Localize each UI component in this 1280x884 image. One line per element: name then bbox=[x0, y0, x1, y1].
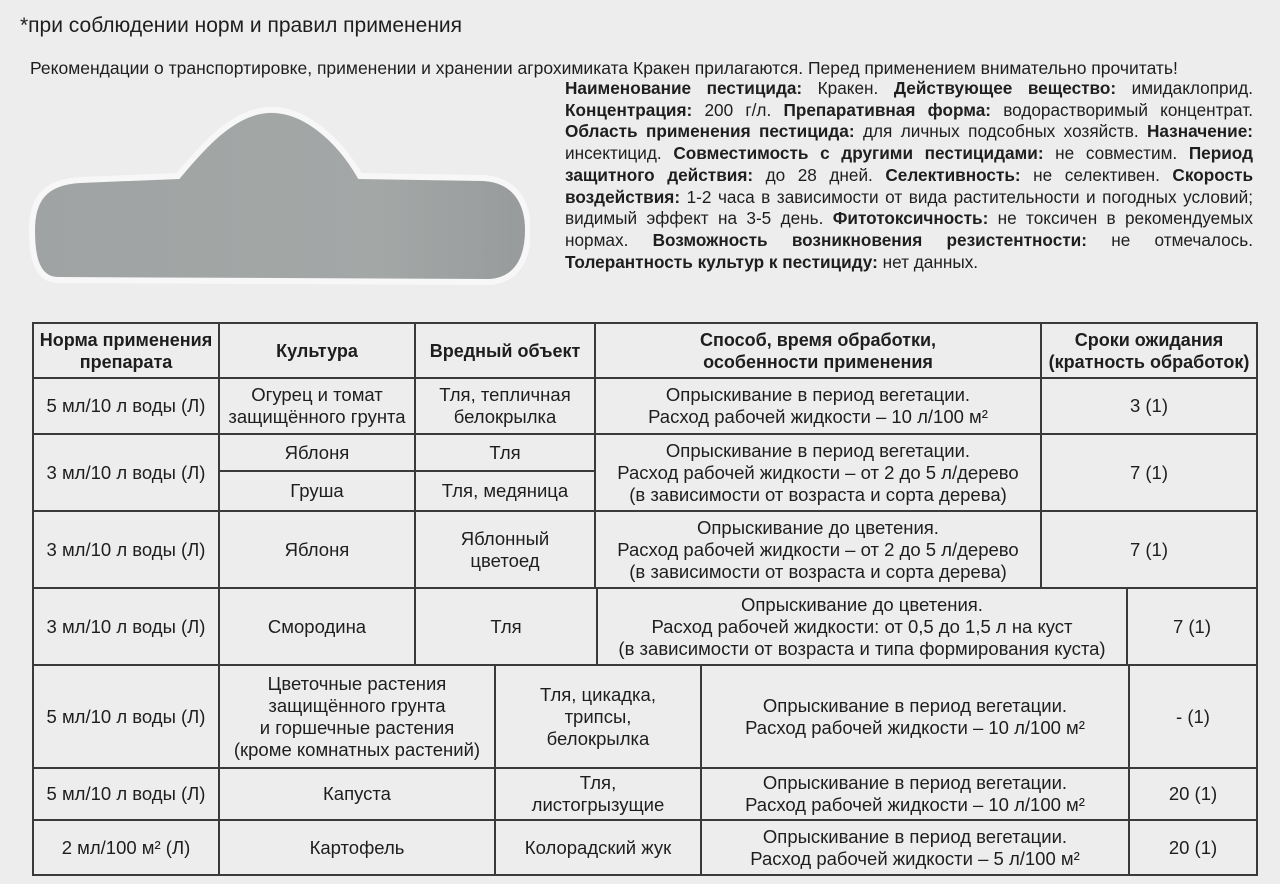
table-cell-pest: Тля, медяница bbox=[441, 480, 569, 501]
info-value-purpose: инсектицид. bbox=[565, 143, 674, 164]
table-cell-wait: 20 (1) bbox=[1168, 783, 1218, 804]
info-value-selectivity: не селективен. bbox=[1020, 164, 1173, 185]
info-value-speed: 1-2 часа в зависимости от вида растительности и погодных условий; видимый эффект на 3-5 день. bbox=[565, 186, 1253, 229]
table-cell-pest: Тля bbox=[489, 441, 521, 463]
table-cell-rate: 2 мл/100 м² (Л) bbox=[61, 836, 191, 858]
header-method: Способ, время обработки, особенности применения bbox=[699, 329, 937, 372]
table-cell-rate: 5 мл/10 л воды (Л) bbox=[46, 783, 206, 804]
table-cell-pest: Тля, листогрызущие bbox=[531, 772, 665, 815]
table-cell-crop: Цветочные растения защищённого грунта и горшечные растения (кроме комнатных растений) bbox=[233, 672, 481, 760]
table-cell-method: Опрыскивание до цветения. Расход рабочей жидкости: от 0,5 до 1,5 л на куст (в зависимости от возраста и типа формирования куста) bbox=[618, 593, 1106, 659]
table-cell-method: Опрыскивание до цветения. Расход рабочей жидкости – от 2 до 5 л/дерево (в зависимости от возраста и сорта дерева) bbox=[617, 516, 1019, 582]
table-cell-rate: 5 мл/10 л воды (Л) bbox=[46, 395, 206, 416]
info-label-concentration: Концентрация: bbox=[565, 99, 693, 120]
info-label-speed: Скорость воздействия: bbox=[565, 164, 1254, 207]
table-cell-wait: 7 (1) bbox=[1172, 615, 1212, 637]
table-cell-method: Опрыскивание в период вегетации. Расход рабочей жидкости – от 2 до 5 л/дерево (в зависимости от возраста и сорта дерева) bbox=[617, 439, 1019, 505]
info-label-purpose: Назначение: bbox=[1146, 121, 1253, 142]
table-cell-crop: Огурец и томат защищённого грунта bbox=[228, 384, 406, 427]
info-label-phytotoxicity: Фитотоксичность: bbox=[832, 208, 989, 229]
info-label-form: Препаративная форма: bbox=[783, 99, 991, 120]
table-cell-wait: 7 (1) bbox=[1129, 461, 1169, 483]
table-cell-method: Опрыскивание в период вегетации. Расход рабочей жидкости – 5 л/100 м² bbox=[750, 825, 1080, 869]
table-cell-wait: - (1) bbox=[1176, 705, 1210, 727]
info-label-resistance: Возможность возникновения резистентности: bbox=[652, 229, 1087, 250]
info-label-protection-period: Период защитного действия: bbox=[565, 143, 1253, 185]
table-cell-rate: 3 мл/10 л воды (Л) bbox=[46, 615, 206, 637]
table-cell-crop: Смородина bbox=[267, 615, 367, 637]
product-info bbox=[565, 78, 1253, 273]
table-cell-wait: 20 (1) bbox=[1168, 836, 1218, 858]
application-table bbox=[32, 322, 1258, 876]
recommendations-note: Рекомендации о транспортировке, применении и хранении агрохимиката Кракен прилагаются. Перед применением внимательно прочитать! bbox=[30, 58, 1178, 78]
info-value-resistance: не отмечалось. bbox=[1086, 229, 1254, 250]
table-cell-rate: 3 мл/10 л воды (Л) bbox=[46, 538, 206, 560]
table-cell-method: Опрыскивание в период вегетации. Расход рабочей жидкости – 10 л/100 м² bbox=[648, 384, 988, 427]
table-cell-crop: Груша bbox=[290, 480, 344, 501]
info-value-substance: имидаклоприд. bbox=[1116, 78, 1253, 98]
header-crop: Культура bbox=[276, 340, 358, 361]
info-label-area: Область применения пестицида: bbox=[565, 121, 855, 142]
info-label-name: Наименование пестицида: bbox=[565, 78, 803, 98]
table-cell-method: Опрыскивание в период вегетации. Расход рабочей жидкости – 10 л/100 м² bbox=[745, 694, 1085, 738]
package-window-cutout bbox=[28, 98, 530, 298]
table-cell-crop: Яблоня bbox=[284, 441, 350, 463]
table-cell-pest: Яблонный цветоед bbox=[460, 527, 550, 571]
table-cell-rate: 3 мл/10 л воды (Л) bbox=[46, 461, 206, 483]
info-value-name: Кракен. bbox=[802, 78, 894, 98]
table-cell-crop: Картофель bbox=[309, 836, 405, 858]
table-cell-pest: Колорадский жук bbox=[524, 836, 672, 858]
info-value-area: для личных подсобных хозяйств. bbox=[854, 121, 1147, 142]
info-value-compatibility: не совместим. bbox=[1043, 143, 1189, 164]
table-cell-rate: 5 мл/10 л воды (Л) bbox=[46, 705, 206, 727]
header-pest: Вредный объект bbox=[429, 340, 581, 361]
header-wait: Сроки ожидания (кратность обработок) bbox=[1048, 329, 1250, 372]
info-value-protection-period: до 28 дней. bbox=[753, 164, 886, 185]
info-label-compatibility: Совместимость с другими пестицидами: bbox=[673, 143, 1044, 164]
info-label-tolerance: Толерантность культур к пестициду: bbox=[565, 251, 878, 272]
info-value-phytotoxicity: не токсичен в рекомендуемых нормах. bbox=[565, 208, 1253, 250]
info-value-form: водорастворимый концентрат. bbox=[990, 99, 1253, 120]
footnote: *при соблюдении норм и правил применения bbox=[20, 14, 463, 37]
table-cell-wait: 7 (1) bbox=[1129, 538, 1169, 560]
header-rate: Норма применения препарата bbox=[39, 329, 213, 372]
info-label-substance: Действующее вещество: bbox=[893, 78, 1117, 98]
info-value-concentration: 200 г/л. bbox=[692, 99, 784, 120]
table-cell-pest: Тля, тепличная белокрылка bbox=[439, 384, 571, 427]
table-cell-wait: 3 (1) bbox=[1129, 395, 1169, 416]
info-value-tolerance: нет данных. bbox=[877, 251, 979, 272]
table-cell-crop: Капуста bbox=[323, 783, 391, 804]
table-cell-method: Опрыскивание в период вегетации. Расход рабочей жидкости – 10 л/100 м² bbox=[745, 772, 1085, 815]
table-cell-pest: Тля bbox=[490, 615, 522, 637]
info-label-selectivity: Селективность: bbox=[885, 164, 1021, 185]
table-cell-pest: Тля, цикадка, трипсы, белокрылка bbox=[539, 683, 656, 749]
table-cell-crop: Яблоня bbox=[284, 538, 350, 560]
